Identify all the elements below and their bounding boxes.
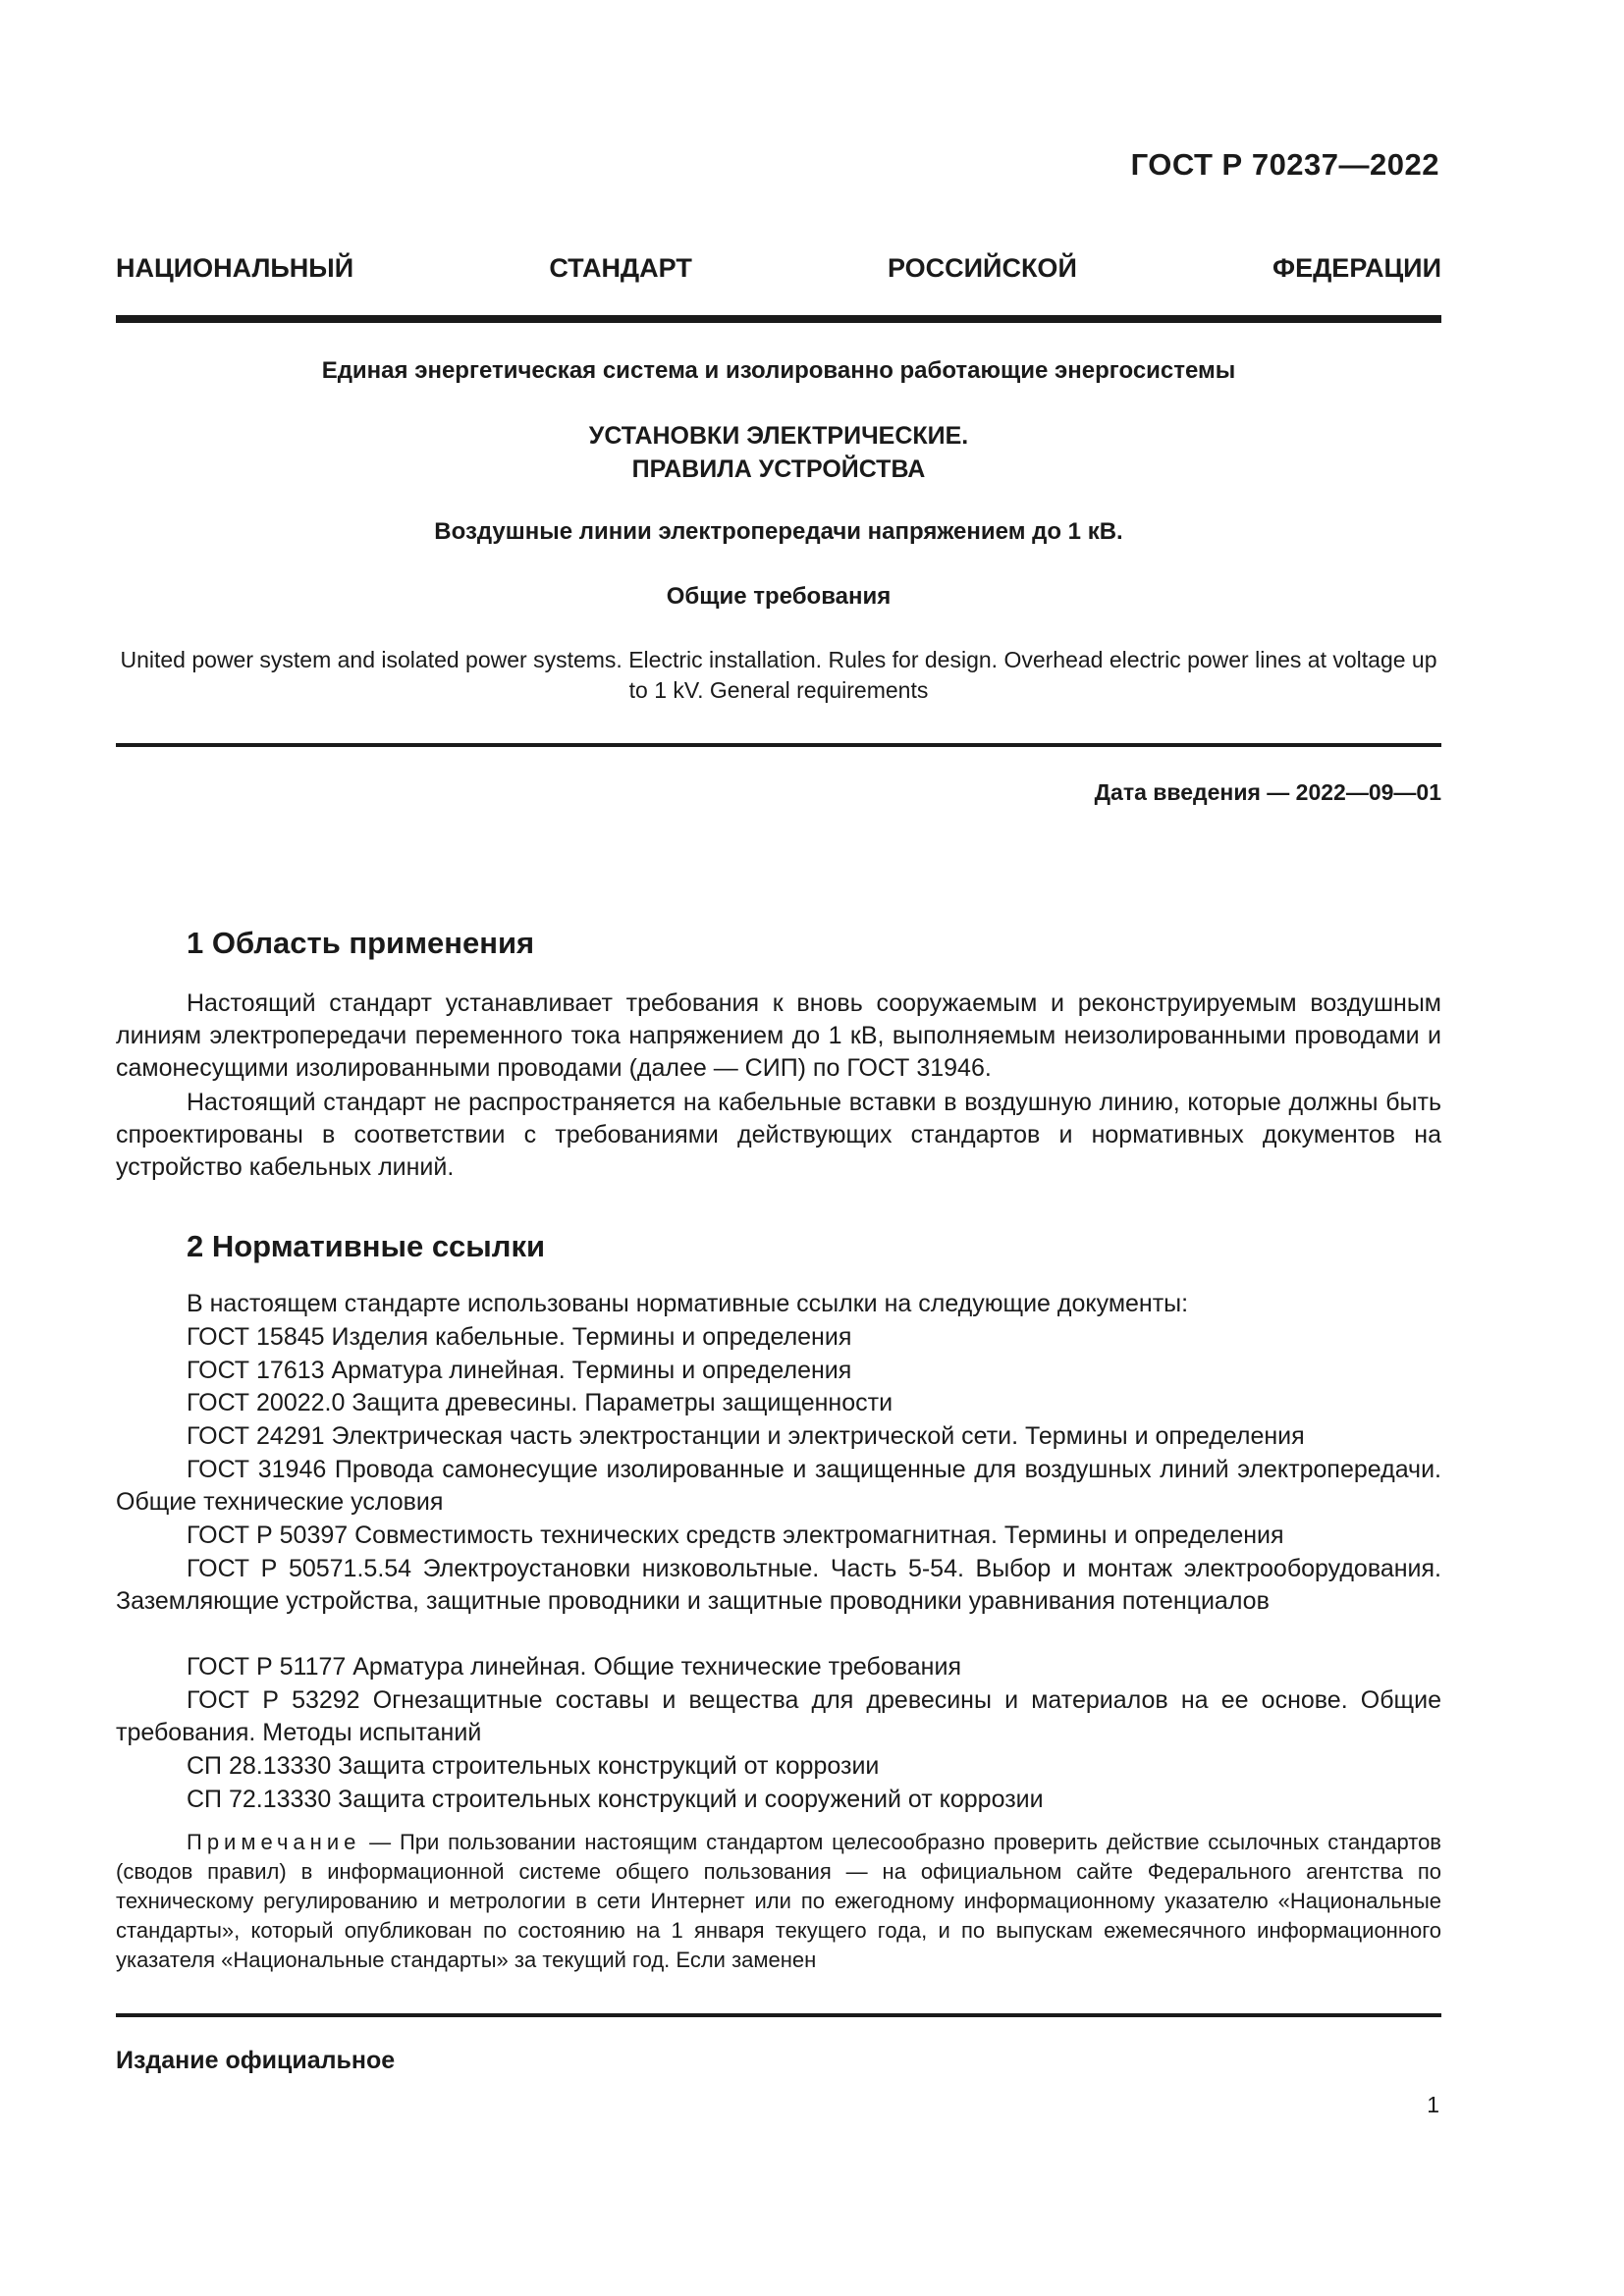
reference-item: СП 28.13330 Защита строительных конструкций от коррозии [187,1752,880,1780]
section-2-heading: 2 Нормативные ссылки [187,1229,546,1263]
main-title-line-2: ПРАВИЛА УСТРОЙСТВА [631,455,926,483]
official-edition-label: Издание официальное [116,2047,396,2074]
reference-item: ГОСТ Р 50571.5.54 Электроустановки низковольтные. Часть 5-54. Выбор и монтаж электрооборудования. Заземляющие устройства, защитные проводники и защитные проводники уравнивания потенциалов [116,1555,1441,1615]
note-text: — При пользовании настоящим стандартом целесообразно проверить действие ссылочных стандартов (сводов правил) в информационной системе общего пользования — на официальном сайте Федерального агентства по техническому регулированию и метрологии в сети Интернет или по ежегодному информационному указателю «Национальные стандарты», который опубликован по состоянию на 1 января текущего года, и по выпускам ежемесячного информационного указателя «Национальные стандарты» за текущий год. Если заменен [116,1830,1441,1972]
reference-item: ГОСТ Р 51177 Арматура линейная. Общие технические требования [187,1653,961,1681]
system-title: Единая энергетическая система и изолированно работающие энергосистемы [321,357,1236,384]
references-intro: В настоящем стандарте использованы нормативные ссылки на следующие документы: [187,1290,1189,1317]
page-number: 1 [1427,2092,1439,2117]
subtitle-general: Общие требования [666,583,892,610]
introduction-date: Дата введения — 2022—09—01 [1094,779,1441,805]
subtitle: Воздушные линии электропередачи напряжением до 1 кВ. [434,518,1123,545]
reference-item: ГОСТ 31946 Провода самонесущие изолированные и защищенные для воздушных линий электропередачи. Общие технические условия [116,1456,1441,1516]
english-title: United power system and isolated power systems. Electric installation. Rules for design. Overhead electric power lines at voltage up to 1 kV. General requirements [120,647,1437,703]
section-1-paragraph-1: Настоящий стандарт устанавливает требования к вновь сооружаемым и реконструируемым воздушным линиям электропередачи переменного тока напряжением до 1 кВ, выполняемым неизолированными проводами и самонесущими изолированными проводами (далее — СИП) по ГОСТ 31946. [116,989,1441,1082]
reference-item: ГОСТ Р 50397 Совместимость технических средств электромагнитная. Термины и определения [187,1522,1284,1549]
footer-rule [116,2013,1441,2017]
header-rule [116,315,1441,323]
reference-item: ГОСТ 15845 Изделия кабельные. Термины и определения [187,1323,852,1351]
standard-designation: ГОСТ Р 70237—2022 [1130,147,1439,182]
reference-item: ГОСТ 17613 Арматура линейная. Термины и определения [187,1357,852,1384]
reference-item: ГОСТ 20022.0 Защита древесины. Параметры защищенности [187,1389,893,1416]
national-standard-title: НАЦИОНАЛЬНЫЙ СТАНДАРТ РОССИЙСКОЙ ФЕДЕРАЦИИ [116,253,1441,283]
reference-item: СП 72.13330 Защита строительных конструкций и сооружений от коррозии [187,1786,1044,1813]
section-1-heading: 1 Область применения [187,926,535,960]
section-1-paragraph-2: Настоящий стандарт не распространяется на кабельные вставки в воздушную линию, которые должны быть спроектированы в соответствии с требованиями действующих стандартов и нормативных документов на устройство кабельных линий. [116,1089,1441,1181]
reference-item: ГОСТ 24291 Электрическая часть электростанции и электрической сети. Термины и определения [187,1422,1305,1450]
note-label: Примечание [187,1830,361,1854]
references-note [116,1828,1441,1975]
main-title-line-1: УСТАНОВКИ ЭЛЕКТРИЧЕСКИЕ. [588,422,969,450]
reference-item: ГОСТ Р 53292 Огнезащитные составы и вещества для древесины и материалов на ее основе. Общие требования. Методы испытаний [116,1686,1441,1746]
title-rule [116,743,1441,747]
